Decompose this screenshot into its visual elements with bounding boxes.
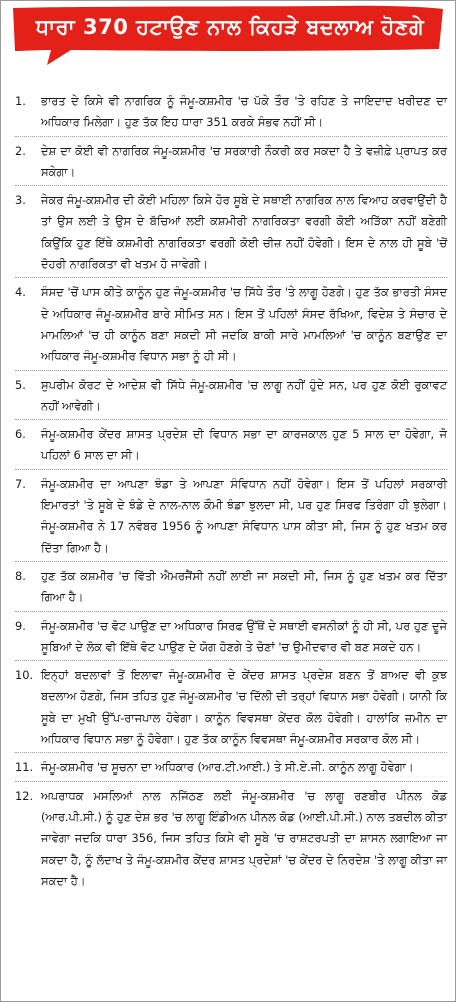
item-text: ਅਪਰਾਧਕ ਮਸਲਿਆਂ ਨਾਲ ਨਜਿੱਠਣ ਲਈ ਜੰਮੂ-ਕਸ਼ਮੀਰ 'ਚ ਲਾਗੂ ਰਣਬੀਰ ਪੀਨਲ ਕੋਡ (ਆਰ.ਪੀ.ਸੀ.) ਨੂੰ ਹੁਣ ਦੇਸ਼ ਭਰ 'ਚ ਲਾਗੂ ਇੰਡੀਅਨ ਪੀਨਲ ਕੋਡ (ਆਈ.ਪੀ.ਸੀ.) ਨਾਲ ਤਬਦੀਲ ਕੀਤਾ ਜਾਵੇਗਾ ਜਦਕਿ ਧਾਰਾ 356, ਜਿਸ ਤਹਿਤ ਕਿਸੇ ਵੀ ਸੂਬੇ 'ਚ ਰਾਸ਼ਟਰਪਤੀ ਦਾ ਸ਼ਾਸਨ ਲਗਾਇਆ ਜਾ ਸਕਦਾ ਹੈ, ਨੂੰ ਲੱਦਾਖ ਤੇ ਜੰਮੂ-ਕਸ਼ਮੀਰ ਕੇਂਦਰ ਸ਼ਾਸਤ ਪ੍ਰਦੇਸ਼ਾਂ 'ਚ ਕੇਂਦਰ ਦੇ ਨਿਰਦੇਸ਼ 'ਤੇ ਲਾਗੂ ਕੀਤਾ ਜਾ ਸਕਦਾ ਹੈ।: [41, 788, 447, 888]
list-item: [15, 375, 447, 421]
list-item: [15, 91, 447, 137]
item-number: 5.: [15, 377, 26, 392]
list-item: [15, 786, 447, 894]
item-number: 1.: [15, 94, 26, 108]
headline-title: ਧਾਰਾ 370 ਹਟਾਉਣ ਨਾਲ ਕਿਹੜੇ ਬਦਲਾਅ ਹੋਣਗੇ: [35, 15, 425, 39]
list-item: [15, 282, 447, 370]
item-number: 9.: [15, 618, 26, 633]
item-text: ਜੰਮੂ-ਕਸ਼ਮੀਰ 'ਚ ਸੂਚਨਾ ਦਾ ਅਧਿਕਾਰ (ਆਰ.ਟੀ.ਆਈ.) ਤੇ ਸੀ.ਏ.ਜੀ. ਕਾਨੂੰਨ ਲਾਗੂ ਹੋਵੇਗਾ।: [41, 760, 414, 775]
item-text: ਇਨ੍ਹਾਂ ਬਦਲਾਵਾਂ ਤੋਂ ਇਲਾਵਾ ਜੰਮੂ-ਕਸ਼ਮੀਰ ਦੇ ਕੇਂਦਰ ਸ਼ਾਸਤ ਪ੍ਰਦੇਸ਼ ਬਣਨ ਤੋਂ ਬਾਅਦ ਵੀ ਕੁਝ ਬਦਲਾਅ ਹੋਣਗੇ, ਜਿਸ ਤਹਿਤ ਹੁਣ ਜੰਮੂ-ਕਸ਼ਮੀਰ 'ਚ ਦਿੱਲੀ ਦੀ ਤਰ੍ਹਾਂ ਵਿਧਾਨ ਸਭਾ ਹੋਵੇਗੀ। ਯਾਨੀ ਕਿ ਸੂਬੇ ਦਾ ਮੁਖੀ ਉੱਪ-ਰਾਜਪਾਲ ਹੋਵੇਗਾ। ਕਾਨੂੰਨ ਵਿਵਸਥਾ ਕੇਂਦਰ ਕੋਲ ਹੋਵੇਗੀ। ਹਾਲਾਂਕਿ ਜ਼ਮੀਨ ਦਾ ਅਧਿਕਾਰ ਵਿਧਾਨ ਸਭਾ ਨੂੰ ਹੋਵੇਗਾ। ਹੁਣ ਤੱਕ ਕਾਨੂੰਨ ਵਿਵਸਥਾ ਜੰਮੂ-ਕਸ਼ਮੀਰ ਸਰਕਾਰ ਕੋਲ ਸੀ।: [41, 668, 447, 747]
item-text: ਜੰਮੂ-ਕਸ਼ਮੀਰ ਕੇਂਦਰ ਸ਼ਾਸਤ ਪ੍ਰਦੇਸ਼ ਦੀ ਵਿਧਾਨ ਸਭਾ ਦਾ ਕਾਰਜਕਾਲ ਹੁਣ 5 ਸਾਲ ਦਾ ਹੋਵੇਗਾ, ਜੋ ਪਹਿਲਾਂ 6 ਸਾਲ ਦਾ ਸੀ।: [41, 427, 447, 463]
item-number: 2.: [15, 143, 26, 158]
list-item: [15, 141, 447, 187]
list-item: [15, 757, 447, 781]
item-number: 11.: [15, 760, 34, 775]
item-text: ਦੇਸ਼ ਦਾ ਕੋਈ ਵੀ ਨਾਗਰਿਕ ਜੰਮੂ-ਕਸ਼ਮੀਰ 'ਚ ਸਰਕਾਰੀ ਨੌਕਰੀ ਕਰ ਸਕਦਾ ਹੈ ਤੇ ਵਜ਼ੀਫ਼ੇ ਪ੍ਰਾਪਤ ਕਰ ਸਕੇਗਾ।: [41, 143, 447, 179]
points-list: [15, 91, 447, 898]
item-number: 8.: [15, 568, 26, 583]
list-item: [15, 424, 447, 470]
item-number: 12.: [15, 788, 34, 803]
list-item: [15, 190, 447, 278]
list-item: [15, 616, 447, 662]
item-text: ਹੁਣ ਤੱਕ ਕਸ਼ਮੀਰ 'ਚ ਵਿੱਤੀ ਐਮਰਜੈਂਸੀ ਨਹੀਂ ਲਾਈ ਜਾ ਸਕਦੀ ਸੀ, ਜਿਸ ਨੂੰ ਹੁਣ ਖਤਮ ਕਰ ਦਿੱਤਾ ਗਿਆ ਹੈ।: [41, 568, 447, 605]
headline-banner: [7, 5, 447, 67]
list-item: [15, 474, 447, 562]
item-text: ਜੰਮੂ-ਕਸ਼ਮੀਰ 'ਚ ਵੋਟ ਪਾਉਣ ਦਾ ਅਧਿਕਾਰ ਸਿਰਫ ਉੱਥੋਂ ਦੇ ਸਥਾਈ ਵਸਨੀਕਾਂ ਨੂੰ ਹੀ ਸੀ, ਪਰ ਹੁਣ ਦੂਜੇ ਸੂਬਿਆਂ ਦੇ ਲੋਕ ਵੀ ਇੱਥੇ ਵੋਟ ਪਾਉਣ ਦੇ ਯੋਗ ਹੋਣਗੇ ਤੇ ਚੋਣਾਂ 'ਚ ਉਮੀਦਵਾਰ ਵੀ ਬਣ ਸਕਦੇ ਹਨ।: [41, 618, 447, 654]
item-number: 3.: [15, 193, 26, 208]
item-number: 6.: [15, 427, 26, 442]
item-text: ਭਾਰਤ ਦੇ ਕਿਸੇ ਵੀ ਨਾਗਰਿਕ ਨੂੰ ਜੰਮੂ-ਕਸ਼ਮੀਰ 'ਚ ਪੱਕੇ ਤੌਰ 'ਤੇ ਰਹਿਣ ਤੇ ਜਾਇਦਾਦ ਖਰੀਦਣ ਦਾ ਅਧਿਕਾਰ ਮਿਲੇਗਾ। ਹੁਣ ਤੱਕ ਇਹ ਧਾਰਾ 351 ਕਰਕੇ ਸੰਭਵ ਨਹੀਂ ਸੀ।: [41, 94, 447, 130]
item-number: 7.: [15, 476, 26, 491]
item-text: ਸੰਸਦ 'ਚੋਂ ਪਾਸ ਕੀਤੇ ਕਾਨੂੰਨ ਹੁਣ ਜੰਮੂ-ਕਸ਼ਮੀਰ 'ਚ ਸਿੱਧੇ ਤੌਰ 'ਤੇ ਲਾਗੂ ਹੋਣਗੇ। ਹੁਣ ਤੱਕ ਭਾਰਤੀ ਸੰਸਦ ਦੇ ਅਧਿਕਾਰ ਜੰਮੂ-ਕਸ਼ਮੀਰ ਬਾਰੇ ਸੀਮਿਤ ਸਨ। ਇਸ ਤੋਂ ਪਹਿਲਾਂ ਸੰਸਦ ਰੱਖਿਆ, ਵਿਦੇਸ਼ ਤੇ ਸੰਚਾਰ ਦੇ ਮਾਮਲਿਆਂ 'ਚ ਹੀ ਕਾਨੂੰਨ ਬਣਾ ਸਕਦੀ ਸੀ ਜਦਕਿ ਬਾਕੀ ਸਾਰੇ ਮਾਮਲਿਆਂ 'ਚ ਕਾਨੂੰਨ ਬਣਾਉਣ ਦਾ ਅਧਿਕਾਰ ਜੰਮੂ-ਕਸ਼ਮੀਰ ਵਿਧਾਨ ਸਭਾ ਨੂੰ ਹੀ ਸੀ।: [41, 285, 447, 364]
item-text: ਜੰਮੂ-ਕਸ਼ਮੀਰ ਦਾ ਆਪਣਾ ਝੰਡਾ ਤੇ ਆਪਣਾ ਸੰਵਿਧਾਨ ਨਹੀਂ ਹੋਵੇਗਾ। ਇਸ ਤੋਂ ਪਹਿਲਾਂ ਸਰਕਾਰੀ ਇਮਾਰਤਾਂ 'ਤੇ ਸੂਬੇ ਦੇ ਝੰਡੇ ਦੇ ਨਾਲ-ਨਾਲ ਕੌਮੀ ਝੰਡਾ ਝੁਲਦਾ ਸੀ, ਪਰ ਹੁਣ ਸਿਰਫ ਤਿਰੰਗਾ ਹੀ ਝੁਲੇਗਾ। ਜੰਮੂ-ਕਸ਼ਮੀਰ ਨੇ 17 ਨਵੰਬਰ 1956 ਨੂੰ ਆਪਣਾ ਸੰਵਿਧਾਨ ਪਾਸ ਕੀਤਾ ਸੀ, ਜਿਸ ਨੂੰ ਹੁਣ ਖਤਮ ਕਰ ਦਿੱਤਾ ਗਿਆ ਹੈ।: [41, 476, 447, 555]
list-item: [15, 566, 447, 612]
item-text: ਸੁਪਰੀਮ ਕੋਰਟ ਦੇ ਆਦੇਸ਼ ਵੀ ਸਿੱਧੇ ਜੰਮੂ-ਕਸ਼ਮੀਰ 'ਚ ਲਾਗੂ ਨਹੀਂ ਹੁੰਦੇ ਸਨ, ਪਰ ਹੁਣ ਕੋਈ ਰੁਕਾਵਟ ਨਹੀਂ ਆਵੇਗੀ।: [41, 377, 447, 413]
item-number: 4.: [15, 285, 26, 300]
item-text: ਜੇਕਰ ਜੰਮੂ-ਕਸ਼ਮੀਰ ਦੀ ਕੋਈ ਮਹਿਲਾ ਕਿਸੇ ਹੋਰ ਸੂਬੇ ਦੇ ਸਥਾਈ ਨਾਗਰਿਕ ਨਾਲ ਵਿਆਹ ਕਰਵਾਉਂਦੀ ਹੈ ਤਾਂ ਉਸ ਲਈ ਤੇ ਉਸ ਦੇ ਬੱਚਿਆਂ ਲਈ ਕਸ਼ਮੀਰੀ ਨਾਗਰਿਕਤਾ ਵਰਗੀ ਕੋਈ ਅੜਿੱਕਾ ਨਹੀਂ ਬਣੇਗੀ ਕਿਉਂਕਿ ਹੁਣ ਇੱਥੇ ਕਸ਼ਮੀਰੀ ਨਾਗਰਿਕਤਾ ਵਰਗੀ ਕੋਈ ਚੀਜ਼ ਨਹੀਂ ਹੋਵੇਗੀ। ਇਸ ਦੇ ਨਾਲ ਹੀ ਸੂਬੇ 'ਚੋਂ ਦੋਹਰੀ ਨਾਗਰਿਕਤਾ ਵੀ ਖਤਮ ਹੋ ਜਾਵੇਗੀ।: [41, 193, 447, 272]
list-item: [15, 665, 447, 753]
item-number: 10.: [15, 668, 34, 683]
